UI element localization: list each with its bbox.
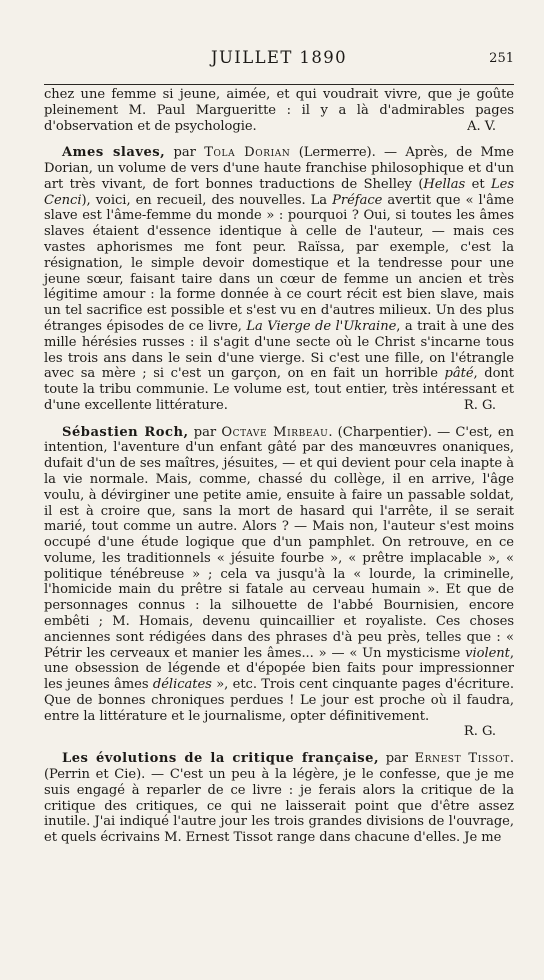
conjunction: et: [465, 176, 491, 192]
emphasis: délicates: [152, 677, 212, 693]
running-header: [44, 40, 514, 78]
review-text: , une obsession de légende et d'épopée bien faits pour impressionner les jeunes âmes: [44, 645, 514, 693]
entry-author: Octave Mirbeau: [221, 424, 329, 440]
work-title: Hellas: [423, 176, 466, 192]
entry-title: Ames slaves,: [62, 145, 166, 161]
continued-paragraph: [44, 87, 514, 134]
emphasis: pâté: [444, 366, 474, 382]
continued-text: chez une femme si jeune, aimée, et qui voudrait vivre, que je goûte pleinement M. Paul Margueritte : il y a là d'admirables pages d'observation et de psychologie.: [44, 87, 514, 134]
running-title: JUILLET 1890: [210, 48, 348, 67]
review-text: , a trait à une des mille hérésies russes : il s'agit d'une secte où le Christ s'incarne tous les trois ans dans le sein d'une vierge. Si c'est une fille, on l'étrangle avec sa mère ; si c'est un garçon, on en fait un horrible: [44, 318, 515, 382]
work-title: Les Cenci: [44, 176, 514, 208]
review-text: avertit que « l'âme slave est l'âme-femme du monde » : pourquoi ? Oui, si toutes les âmes slaves étaient d'essence identique à celle de l'auteur, — mais ces vastes aphorismes me font peur. Raïssa, par exemple, c'est la résignation, le simple devoir domestique et la tendresse pour une jeune sœur, faisant taire dans un cœur de femme un ancien et très légitime amour : la forme donnée à ce court récit est bien slave, mais un tel sacrifice est possible et s'est vu en d'autres milieux. Un des plus étranges épisodes de ce livre,: [44, 192, 514, 334]
page-number: 251: [489, 51, 514, 66]
signature: R. G.: [463, 397, 496, 413]
page: [0, 40, 544, 980]
signature: A. V.: [467, 118, 496, 134]
by-word: par: [385, 751, 408, 767]
work-title: Préface: [332, 192, 383, 208]
entry-title: Les évolutions de la critique française,: [62, 751, 380, 767]
review-text: . (Perrin et Cie). — C'est un peu à la légère, je le confesse, que je me suis engagé à reparler de ce livre : je ferais alors la critique de la critique des critiques, ce qui ne laisserait point que d'être assez inutile. J'ai indiqué l'autre jour les trois grandes divisions de l'ouvrage, et quels écrivains M. Ernest Tissot range dans chacune d'elles. Je me: [44, 751, 515, 846]
header-rule: [44, 84, 514, 85]
review-text: , dont toute la tribu communie. Le volume est, tout entier, très intéressant et d'une excellente littérature.: [44, 366, 515, 413]
review-text: ), voici, en recueil, des nouvelles. La: [81, 192, 333, 208]
review-evolutions-critique: [44, 751, 514, 846]
entry-title: Sébastien Roch,: [62, 424, 189, 440]
emphasis: violent: [465, 645, 510, 661]
review-ames-slaves: [44, 145, 514, 413]
review-text: », etc. Trois cent cinquante pages d'écriture. Que de bonnes chroniques perdues ! Le jour est proche où il faudra, entre la littérature et le journalisme, opter définitivement.: [44, 677, 514, 724]
by-word: par: [193, 424, 217, 440]
entry-author: Ernest Tissot: [414, 751, 510, 767]
by-word: par: [173, 145, 196, 161]
signature: R. G.: [463, 724, 496, 740]
entry-author: Tola Dorian: [204, 145, 291, 161]
text-column: [44, 87, 514, 846]
review-sebastien-roch: [44, 425, 514, 741]
review-text: (Lermerre). — Après, de Mme Dorian, un volume de vers d'une haute franchise philosophique et d'un art très vivant, de fort bonnes traductions de Shelley (: [44, 145, 514, 192]
review-text: . (Charpentier). — C'est, en intention, l'aventure d'un enfant gâté par des manœuvres onaniques, dufait d'un de ses maîtres, jésuites, — et qui devient pour cela inapte à la vie normale. Mais, comme, chassé du collège, il en arrive, l'âge voulu, à dévirginer une petite amie, ensuite à faire un passable soldat, il est à croire que, sans la mort de hasard qui l'arrête, il se serait marié, tout comme un autre. Alors ? — Mais non, l'auteur s'est moins occupé d'une étude logique que d'un pamphlet. On retrouve, en ce volume, les traditionnels « jésuite fourbe », « prêtre implacable », « politique ténébreuse » ; cela va jusqu'à la « lourde, la criminelle, l'homicide main du prêtre si fatale au cerveau humain ». Et que de personnages connus : la silhouette de l'abbé Bournisien, encore embêti ; M. Homais, devenu quincaillier et royaliste. Ces choses anciennes sont rédigées dans des phrases d'à peu près, telles que : « Pétrir les cerveaux et manier les âmes... » — « Un mysticisme: [44, 424, 514, 661]
work-title: La Vierge de l'Ukraine: [246, 318, 397, 334]
